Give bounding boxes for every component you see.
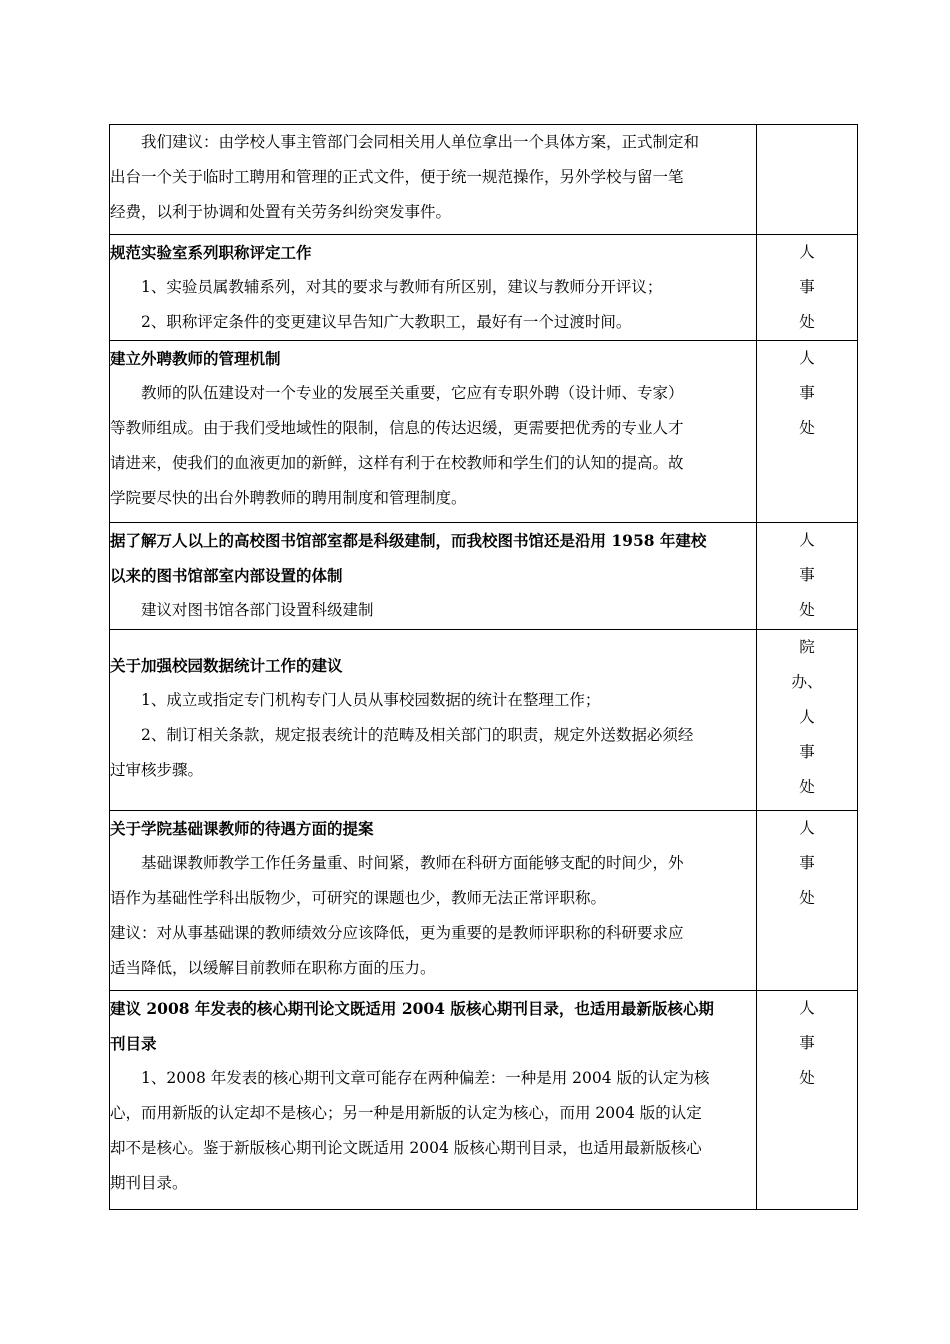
- department-cell: [757, 523, 858, 630]
- proposal-content-cell: [110, 811, 757, 991]
- content-line: 建立外聘教师的管理机制: [110, 349, 281, 368]
- proposal-content-cell: [110, 125, 757, 235]
- department-char: 处: [799, 1069, 815, 1087]
- content-line: 却不是核心。鉴于新版核心期刊论文既适用 2004 版核心期刊目录，也适用最新版核心: [110, 1139, 702, 1157]
- content-line: 建议 2008 年发表的核心期刊论文既适用 2004 版核心期刊目录，也适用最新版核心期: [110, 999, 714, 1018]
- department-cell: [757, 125, 858, 235]
- department-char: 事: [799, 743, 815, 761]
- department-char: 事: [799, 278, 815, 296]
- proposal-content-cell: [110, 235, 757, 341]
- content-line: 2、制订相关条款，规定报表统计的范畴及相关部门的职责，规定外送数据必须经: [141, 726, 694, 744]
- department-char: 处: [799, 889, 815, 907]
- table-row: [110, 523, 858, 630]
- department-char: 事: [799, 384, 815, 402]
- content-line: 1、2008 年发表的核心期刊文章可能存在两种偏差：一种是用 2004 版的认定为核: [141, 1069, 710, 1087]
- content-line: 建议：对从事基础课的教师绩效分应该降低，更为重要的是教师评职称的科研要求应: [110, 924, 684, 942]
- department-cell: [757, 630, 858, 811]
- department-char: 处: [799, 778, 815, 796]
- content-line: 刊目录: [110, 1034, 157, 1053]
- content-line: 2、职称评定条件的变更建议早告知广大教职工，最好有一个过渡时间。: [141, 313, 632, 331]
- proposal-table: [109, 124, 858, 1210]
- content-line: 基础课教师教学工作任务量重、时间紧，教师在科研方面能够支配的时间少，外: [141, 854, 684, 872]
- department-cell: [757, 235, 858, 341]
- proposal-content-cell: [110, 341, 757, 523]
- department-char: 人: [799, 531, 815, 549]
- table-row: [110, 341, 858, 523]
- content-line: 过审核步骤。: [110, 761, 204, 779]
- content-line: 适当降低，以缓解目前教师在职称方面的压力。: [110, 959, 436, 977]
- content-line: 我们建议：由学校人事主管部门会同相关用人单位拿出一个具体方案，正式制定和: [141, 133, 700, 151]
- content-line: 请进来，使我们的血液更加的新鲜，这样有利于在校教师和学生们的认知的提高。故: [110, 454, 684, 472]
- proposal-content-cell: [110, 991, 757, 1210]
- department-char: 人: [799, 819, 815, 837]
- department-char: 处: [799, 419, 815, 437]
- content-line: 规范实验室系列职称评定工作: [110, 243, 312, 262]
- department-cell: [757, 991, 858, 1210]
- department-char: 事: [799, 566, 815, 584]
- department-char: 办、: [791, 673, 823, 691]
- department-cell: [757, 811, 858, 991]
- table-row: [110, 991, 858, 1210]
- content-line: 出台一个关于临时工聘用和管理的正式文件，便于统一规范操作，另外学校与留一笔: [110, 168, 684, 186]
- content-line: 据了解万人以上的高校图书馆部室都是科级建制，而我校图书馆还是沿用 1958 年建校: [110, 531, 707, 550]
- department-char: 处: [799, 601, 815, 619]
- department-char: 事: [799, 1034, 815, 1052]
- content-line: 教师的队伍建设对一个专业的发展至关重要，它应有专职外聘（设计师、专家）: [141, 384, 684, 402]
- department-char: 处: [799, 313, 815, 331]
- content-line: 关于学院基础课教师的待遇方面的提案: [110, 819, 374, 838]
- department-cell: [757, 341, 858, 523]
- department-char: 人: [799, 349, 815, 367]
- table-row: [110, 811, 858, 991]
- content-line: 等教师组成。由于我们受地域性的限制，信息的传达迟缓，更需要把优秀的专业人才: [110, 419, 684, 437]
- proposal-content-cell: [110, 630, 757, 811]
- proposal-table-body: [110, 125, 858, 1210]
- content-line: 关于加强校园数据统计工作的建议: [110, 656, 343, 675]
- content-line: 学院要尽快的出台外聘教师的聘用制度和管理制度。: [110, 489, 467, 507]
- table-row: [110, 235, 858, 341]
- table-row: [110, 125, 858, 235]
- content-line: 语作为基础性学科出版物少，可研究的课题也少，教师无法正常评职称。: [110, 889, 607, 907]
- department-char: 院: [799, 638, 815, 656]
- content-line: 1、成立或指定专门机构专门人员从事校园数据的统计在整理工作；: [141, 691, 601, 709]
- proposal-content-cell: [110, 523, 757, 630]
- content-line: 期刊目录。: [110, 1174, 188, 1192]
- content-line: 心，而用新版的认定却不是核心；另一种是用新版的认定为核心，而用 2004 版的认定: [110, 1104, 702, 1122]
- department-char: 事: [799, 854, 815, 872]
- department-char: 人: [799, 999, 815, 1017]
- content-line: 1、实验员属教辅系列，对其的要求与教师有所区别，建议与教师分开评议；: [141, 278, 663, 296]
- table-row: [110, 630, 858, 811]
- content-line: 建议对图书馆各部门设置科级建制: [141, 601, 374, 619]
- department-char: 人: [799, 708, 815, 726]
- content-line: 以来的图书馆部室内部设置的体制: [110, 566, 343, 585]
- content-line: 经费，以利于协调和处置有关劳务纠纷突发事件。: [110, 203, 452, 221]
- department-char: 人: [799, 243, 815, 261]
